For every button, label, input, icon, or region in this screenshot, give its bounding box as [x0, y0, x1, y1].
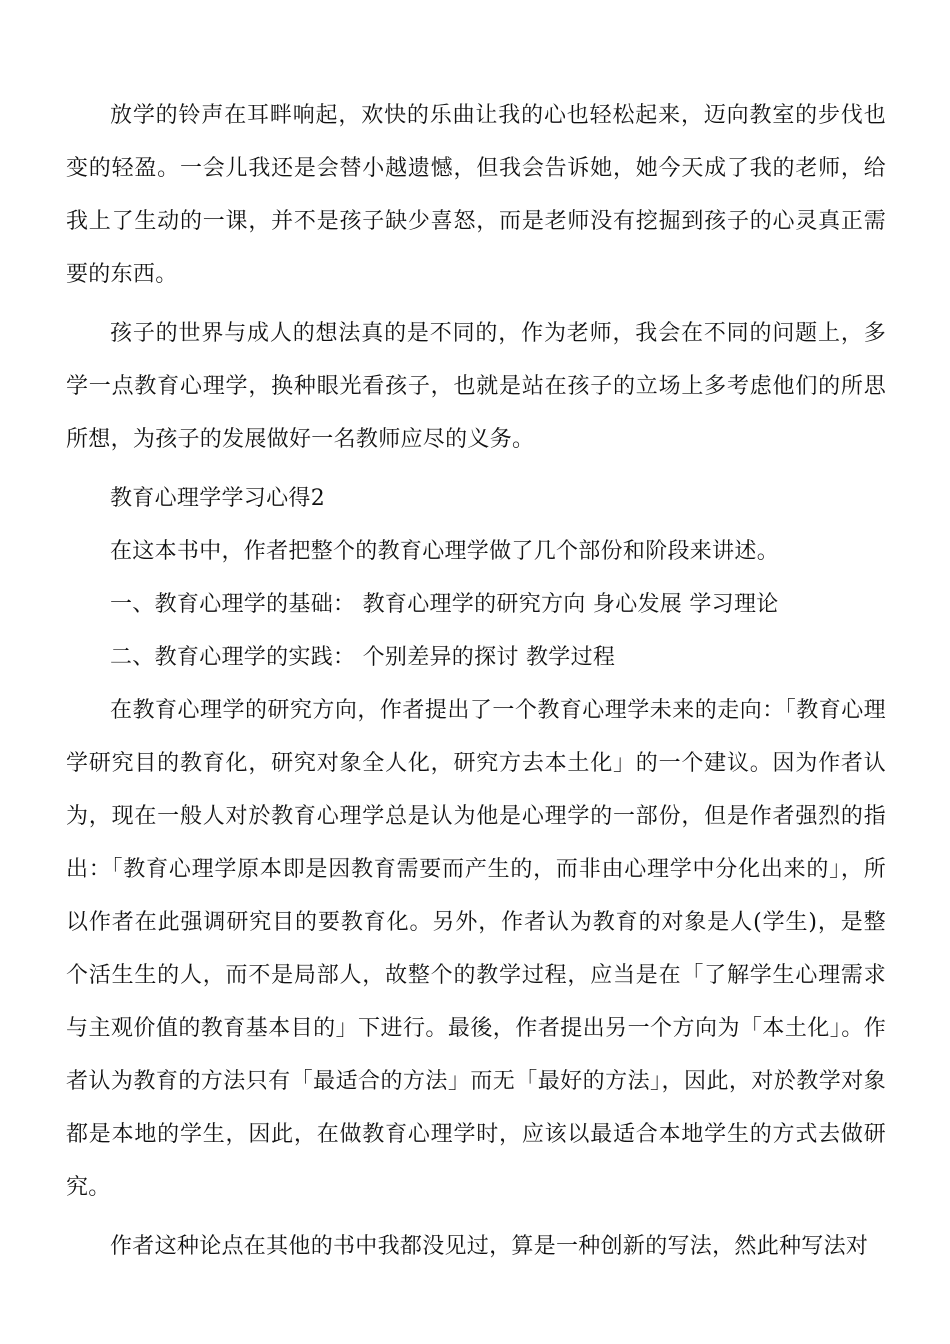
paragraph-2: 孩子的世界与成人的想法真的是不同的，作为老师，我会在不同的问题上，多学一点教育心理学，换种眼光看孩子，也就是站在孩子的立场上多考虑他们的所思所想，为孩子的发展做好一名教师应尽的义务。: [66, 321, 886, 452]
paragraph-5: 作者这种论点在其他的书中我都没见过，算是一种创新的写法，然此种写法对: [110, 1234, 869, 1259]
outline-item-2: 二、教育心理学的实践： 个别差异的探讨 教学过程: [110, 645, 616, 670]
paragraph-1: 放学的铃声在耳畔响起，欢快的乐曲让我的心也轻松起来，迈向教室的步伐也变的轻盈。一会儿我还是会替小越遗憾，但我会告诉她，她今天成了我的老师，给我上了生动的一课，并不是孩子缺少喜怒，而是老师没有挖掘到孩子的心灵真正需要的东西。: [66, 103, 886, 287]
paragraph-4: 在教育心理学的研究方向，作者提出了一个教育心理学未来的走向：「教育心理学研究目的教育化，研究对象全人化，研究方去本土化」的一个建议。因为作者认为，现在一般人对於教育心理学总是认为他是心理学的一部份，但是作者强烈的指出：「教育心理学原本即是因教育需要而产生的，而非由心理学中分化出来的」，所以作者在此强调研究目的要教育化。另外，作者认为教育的对象是人(学生)，是整个活生生的人，而不是局部人，故整个的教学过程，应当是在「了解学生心理需求与主观价值的教育基本目的」下进行。最後，作者提出另一个方向为「本土化」。作者认为教育的方法只有「最适合的方法」而无「最好的方法」，因此，对於教学对象都是本地的学生，因此，在做教育心理学时，应该以最适合本地学生的方式去做研究。: [66, 698, 886, 1200]
paragraph-3: 在这本书中，作者把整个的教育心理学做了几个部份和阶段来讲述。: [110, 539, 780, 564]
section-heading: 教育心理学学习心得2: [110, 486, 325, 511]
outline-item-1: 一、教育心理学的基础： 教育心理学的研究方向 身心发展 学习理论: [110, 592, 779, 617]
document-body: [66, 89, 886, 1273]
